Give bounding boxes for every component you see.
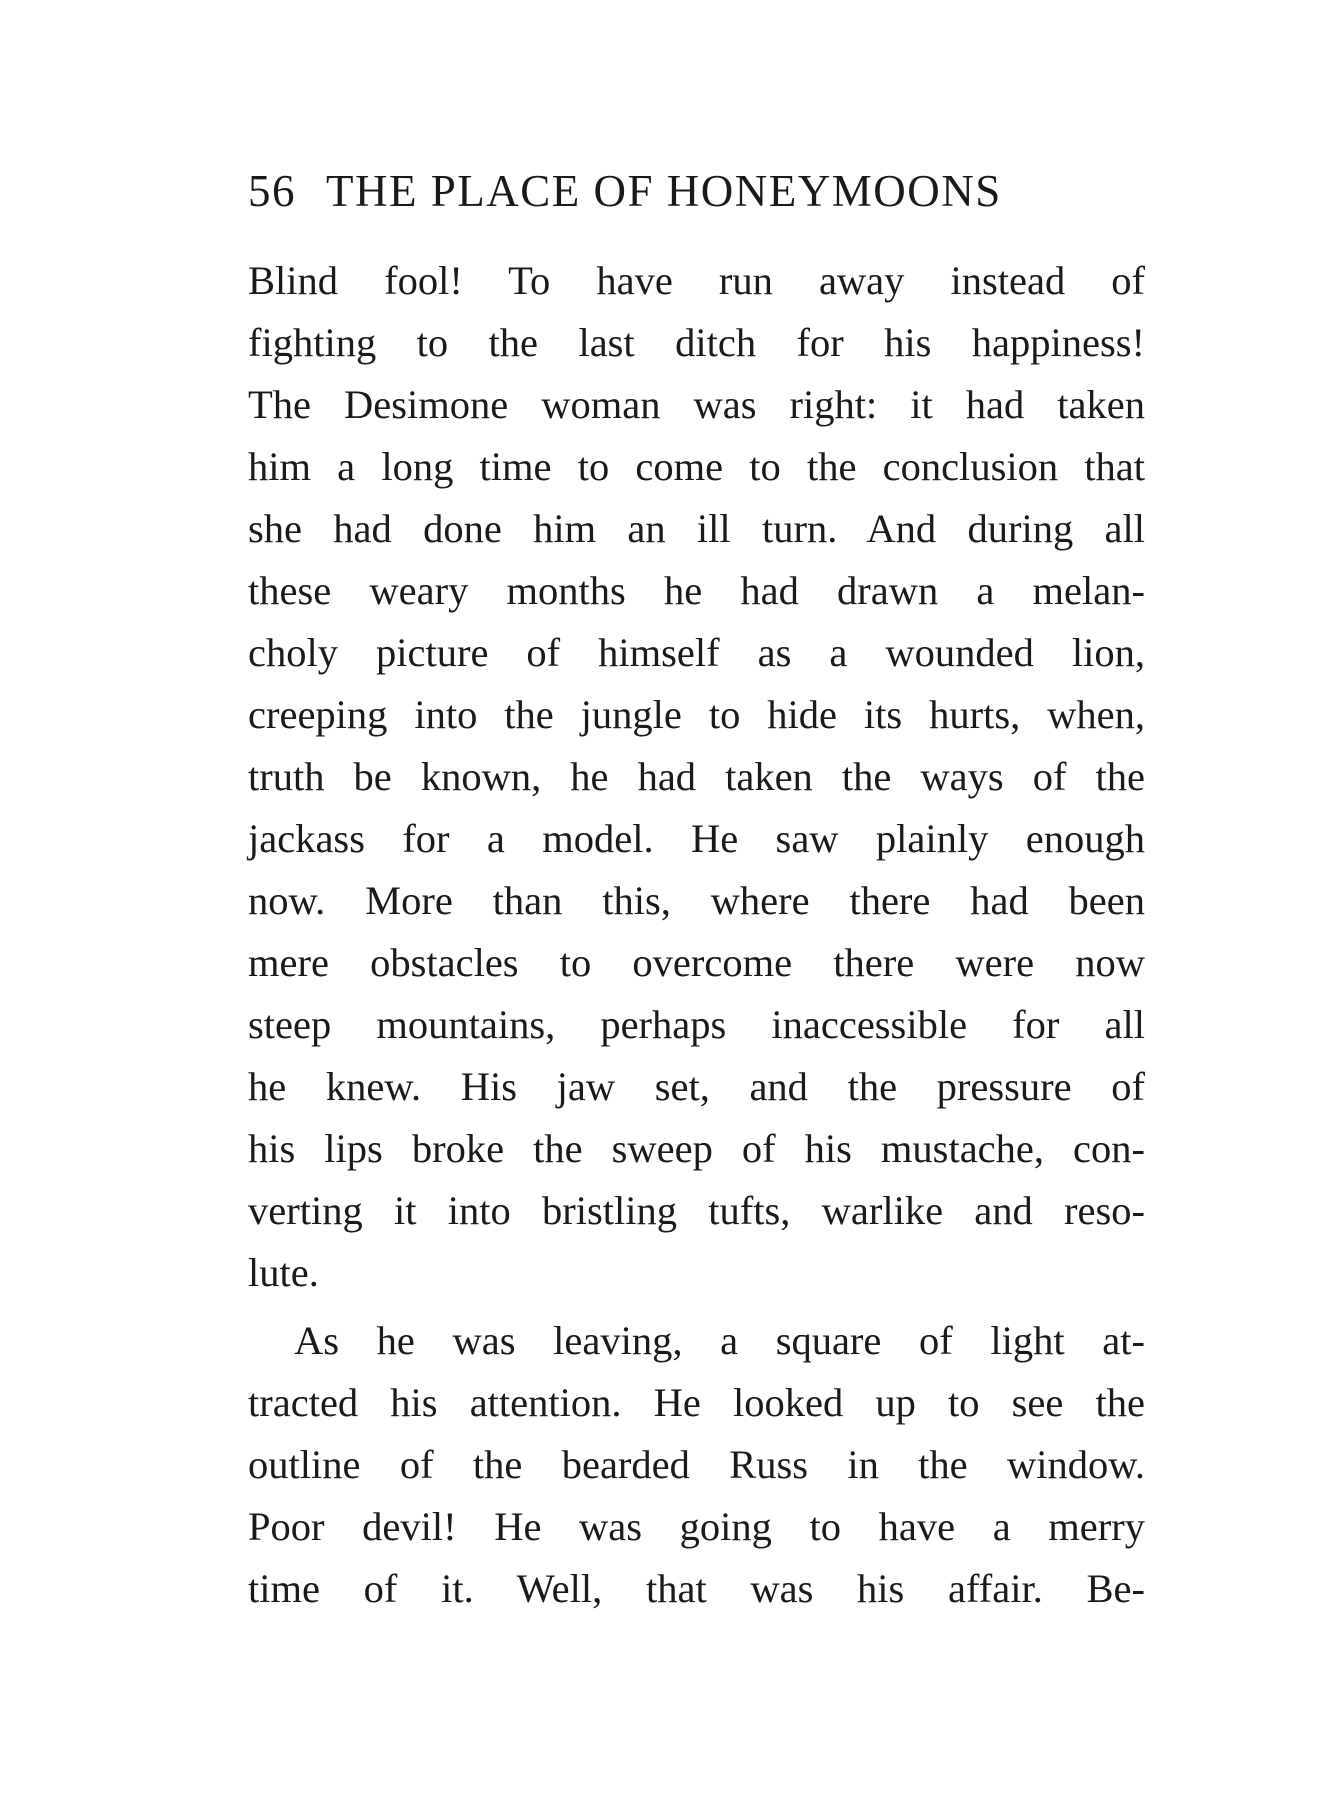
page-number: 56 <box>248 166 296 216</box>
text-line: him a long time to come to the conclusion that <box>248 444 1145 489</box>
text-line: these weary months he had drawn a melan- <box>248 568 1145 613</box>
paragraph-1 <box>248 250 1145 1304</box>
text-line: verting it into bristling tufts, warlike and reso- <box>248 1188 1145 1233</box>
text-line: As he was leaving, a square of light at- <box>294 1318 1145 1363</box>
text-line: she had done him an ill turn. And during all <box>248 506 1145 551</box>
paragraph-2 <box>248 1310 1145 1620</box>
text-line: jackass for a model. He saw plainly enough <box>248 816 1145 861</box>
text-line: outline of the bearded Russ in the window. <box>248 1442 1145 1487</box>
text-line: fighting to the last ditch for his happiness! <box>248 320 1145 365</box>
running-head <box>248 163 1148 219</box>
text-line: mere obstacles to overcome there were now <box>248 940 1145 985</box>
text-line: creeping into the jungle to hide its hurts, when, <box>248 692 1145 737</box>
text-line: now. More than this, where there had been <box>248 878 1145 923</box>
text-line: choly picture of himself as a wounded lion, <box>248 630 1145 675</box>
running-title: THE PLACE OF HONEYMOONS <box>326 166 1002 216</box>
text-line: The Desimone woman was right: it had taken <box>248 382 1145 427</box>
text-line: Poor devil! He was going to have a merry <box>248 1504 1145 1549</box>
text-line: he knew. His jaw set, and the pressure of <box>248 1064 1145 1109</box>
text-line: truth be known, he had taken the ways of the <box>248 754 1145 799</box>
text-line: his lips broke the sweep of his mustache, con- <box>248 1126 1145 1171</box>
text-line: tracted his attention. He looked up to see the <box>248 1380 1145 1425</box>
text-line: steep mountains, perhaps inaccessible for all <box>248 1002 1145 1047</box>
text-line: lute. <box>248 1250 319 1295</box>
text-line: time of it. Well, that was his affair. Be- <box>248 1566 1145 1611</box>
text-line: Blind fool! To have run away instead of <box>248 258 1145 303</box>
